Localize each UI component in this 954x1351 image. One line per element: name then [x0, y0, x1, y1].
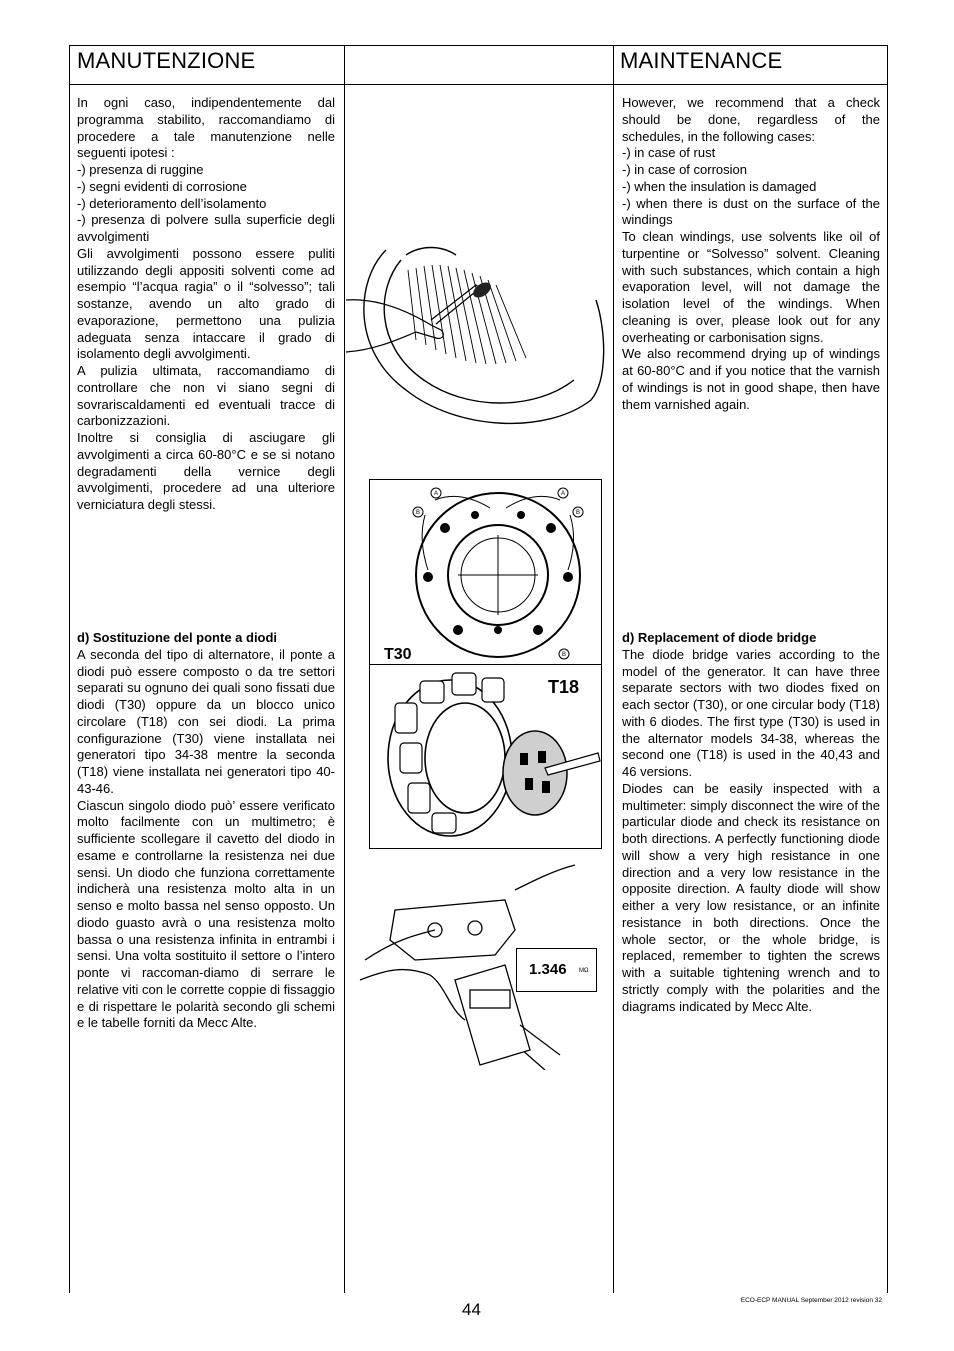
frame-top-border — [69, 45, 888, 46]
frame-right-border — [887, 45, 888, 1293]
list-item: -) when the insulation is damaged — [622, 178, 817, 194]
italian-heading: MANUTENZIONE — [77, 48, 256, 73]
paragraph: A seconda del tipo di alternatore, il ponte a diodi può essere composto o da tre settori separati su ognuno dei quali sono fissati due diodi (T30) oppure da un blocco unico circolare (T18) con sei diodi. La prima configurazione (T30) viene installata nei generatori tipo 34-38 mentre la seconda (T18) viene installata nei generatori tipo 40-43-46. — [77, 646, 335, 796]
t30-label: T30 — [384, 646, 412, 663]
paragraph: To clean windings, use solvents like oil of turpentine or “Solvesso” solvent. Cleaning with such substances, which contain a high evaporation level, will not damage the isolation level of the windings. When cleaning is over, please look out for any overheating or carbonisation signs. — [622, 229, 880, 345]
paragraph: The diode bridge varies according to the model of the generator. It can have three separate sectors with two diodes fixed on each sector (T30), or one circular body (T18) with 6 diodes. The first type (T30) is used in the alternator models 34-38, whereas the second one (T18) is used in the 40,43 and 46 versions. — [622, 646, 880, 779]
paragraph: A pulizia ultimata, raccomandiamo di controllare che non vi siano segni di sovrariscaldamenti ed eventuali tracce di carbonizzazioni. — [77, 363, 335, 429]
meter-unit: MΩ — [579, 968, 589, 974]
marker-b-label: B — [415, 510, 421, 516]
list-item: -) presenza di ruggine — [77, 162, 204, 177]
column-divider-right — [613, 45, 614, 1293]
t18-label: T18 — [548, 677, 580, 697]
list-item: -) deterioramento dell’isolamento — [77, 195, 267, 211]
revision-note: ECO-ECP MANUAL September 2012 revision 32 — [740, 1297, 882, 1304]
paragraph: Inoltre si consiglia di asciugare gli avvolgimenti a circa 60-80°C e se si notano degradamenti della vernice degli avvolgimenti, procedere ad una ulteriore verniciatura degli stessi. — [77, 430, 335, 512]
list-item: -) when there is dust on the surface of the windings — [622, 195, 880, 228]
section-title: d) Replacement of diode bridge — [622, 630, 817, 645]
marker-b-label: B — [561, 652, 567, 658]
list-item: -) presenza di polvere sulla superficie degli avvolgimenti — [77, 212, 335, 244]
t30-diagram — [370, 480, 601, 664]
frame-left-border — [69, 45, 70, 1293]
paragraph: Ciascun singolo diodo può’ essere verificato molto facilmente con un multimetro; è sufficiente scollegare il cavetto del diodo in esame e controllarne la resistenza nei due sensi. Un diodo che funziona correttamente indicherà una resistenza molto alta in un senso e molto bassa nel senso opposto. Un diodo guasto avrà o una resistenza molto bassa o una resistenza infinita in entrambi i sensi. Una volta sostituito il settore o l’intero ponte vi raccoman-diamo di serrare le relative viti con le corrette coppie di fissaggio e di rispettare le polarità secondo gli schemi e le tabelle forniti da Mecc Alte. — [77, 797, 335, 1031]
t18-diode-bridge-figure — [369, 663, 602, 849]
paragraph: We also recommend drying up of windings at 60-80°C and if you notice that the varnish of windings is not in good shape, then have them varnished again. — [622, 346, 880, 412]
italian-intro — [77, 95, 335, 514]
english-heading: MAINTENANCE — [620, 48, 783, 73]
multimeter-test-figure — [355, 860, 610, 1070]
t18-diagram — [370, 663, 601, 848]
english-intro — [622, 95, 880, 413]
list-item: -) segni evidenti di corrosione — [77, 178, 247, 194]
winding-cleaning-illustration — [346, 240, 612, 440]
t30-diode-bridge-figure — [369, 479, 602, 665]
meter-reading: 1.346 — [529, 961, 567, 978]
marker-b-label: B — [575, 510, 581, 516]
page-number: 44 — [462, 1300, 481, 1319]
column-divider-left — [344, 45, 345, 1293]
paragraph: However, we recommend that a check should be done, regardless of the schedules, in the following cases: — [622, 95, 880, 144]
paragraph: Gli avvolgimenti possono essere puliti utilizzando degli appositi solventi come ad esempio “l’acqua ragia” o il “solvesso”; tali sostanze, avendo un alto grado di evaporazione, permettono una pulizia adeguata senza intaccare il grado di isolamento degli avvolgimenti. — [77, 245, 335, 362]
paragraph: Diodes can be easily inspected with a multimeter: simply disconnect the wire of the particular diode and check its resistance on both directions. A perfectly functioning diode will show a very high resistance in one direction and a very low resistance in the opposite direction. A faulty diode will show either a very low resistance, or an infinite resistance in both directions. Once the whole sector, or the whole bridge, is replaced, remember to tighten the screws with a suitable tightening wrench and to strictly comply with the polarities and the diagrams indicated by Mecc Alte. — [622, 780, 880, 1014]
section-title: d) Sostituzione del ponte a diodi — [77, 630, 278, 645]
marker-a-label: A — [560, 491, 566, 497]
english-diode-section — [622, 630, 880, 1015]
list-item: -) in case of corrosion — [622, 162, 747, 177]
marker-a-label: A — [433, 491, 439, 497]
header-separator — [69, 84, 888, 85]
paragraph: In ogni caso, indipendentemente dal programma stabilito, raccomandiamo di procedere a tale manutenzione nelle seguenti ipotesi : — [77, 95, 335, 161]
list-item: -) in case of rust — [622, 145, 716, 161]
italian-diode-section — [77, 630, 335, 1032]
meter-reading-callout — [516, 948, 597, 992]
